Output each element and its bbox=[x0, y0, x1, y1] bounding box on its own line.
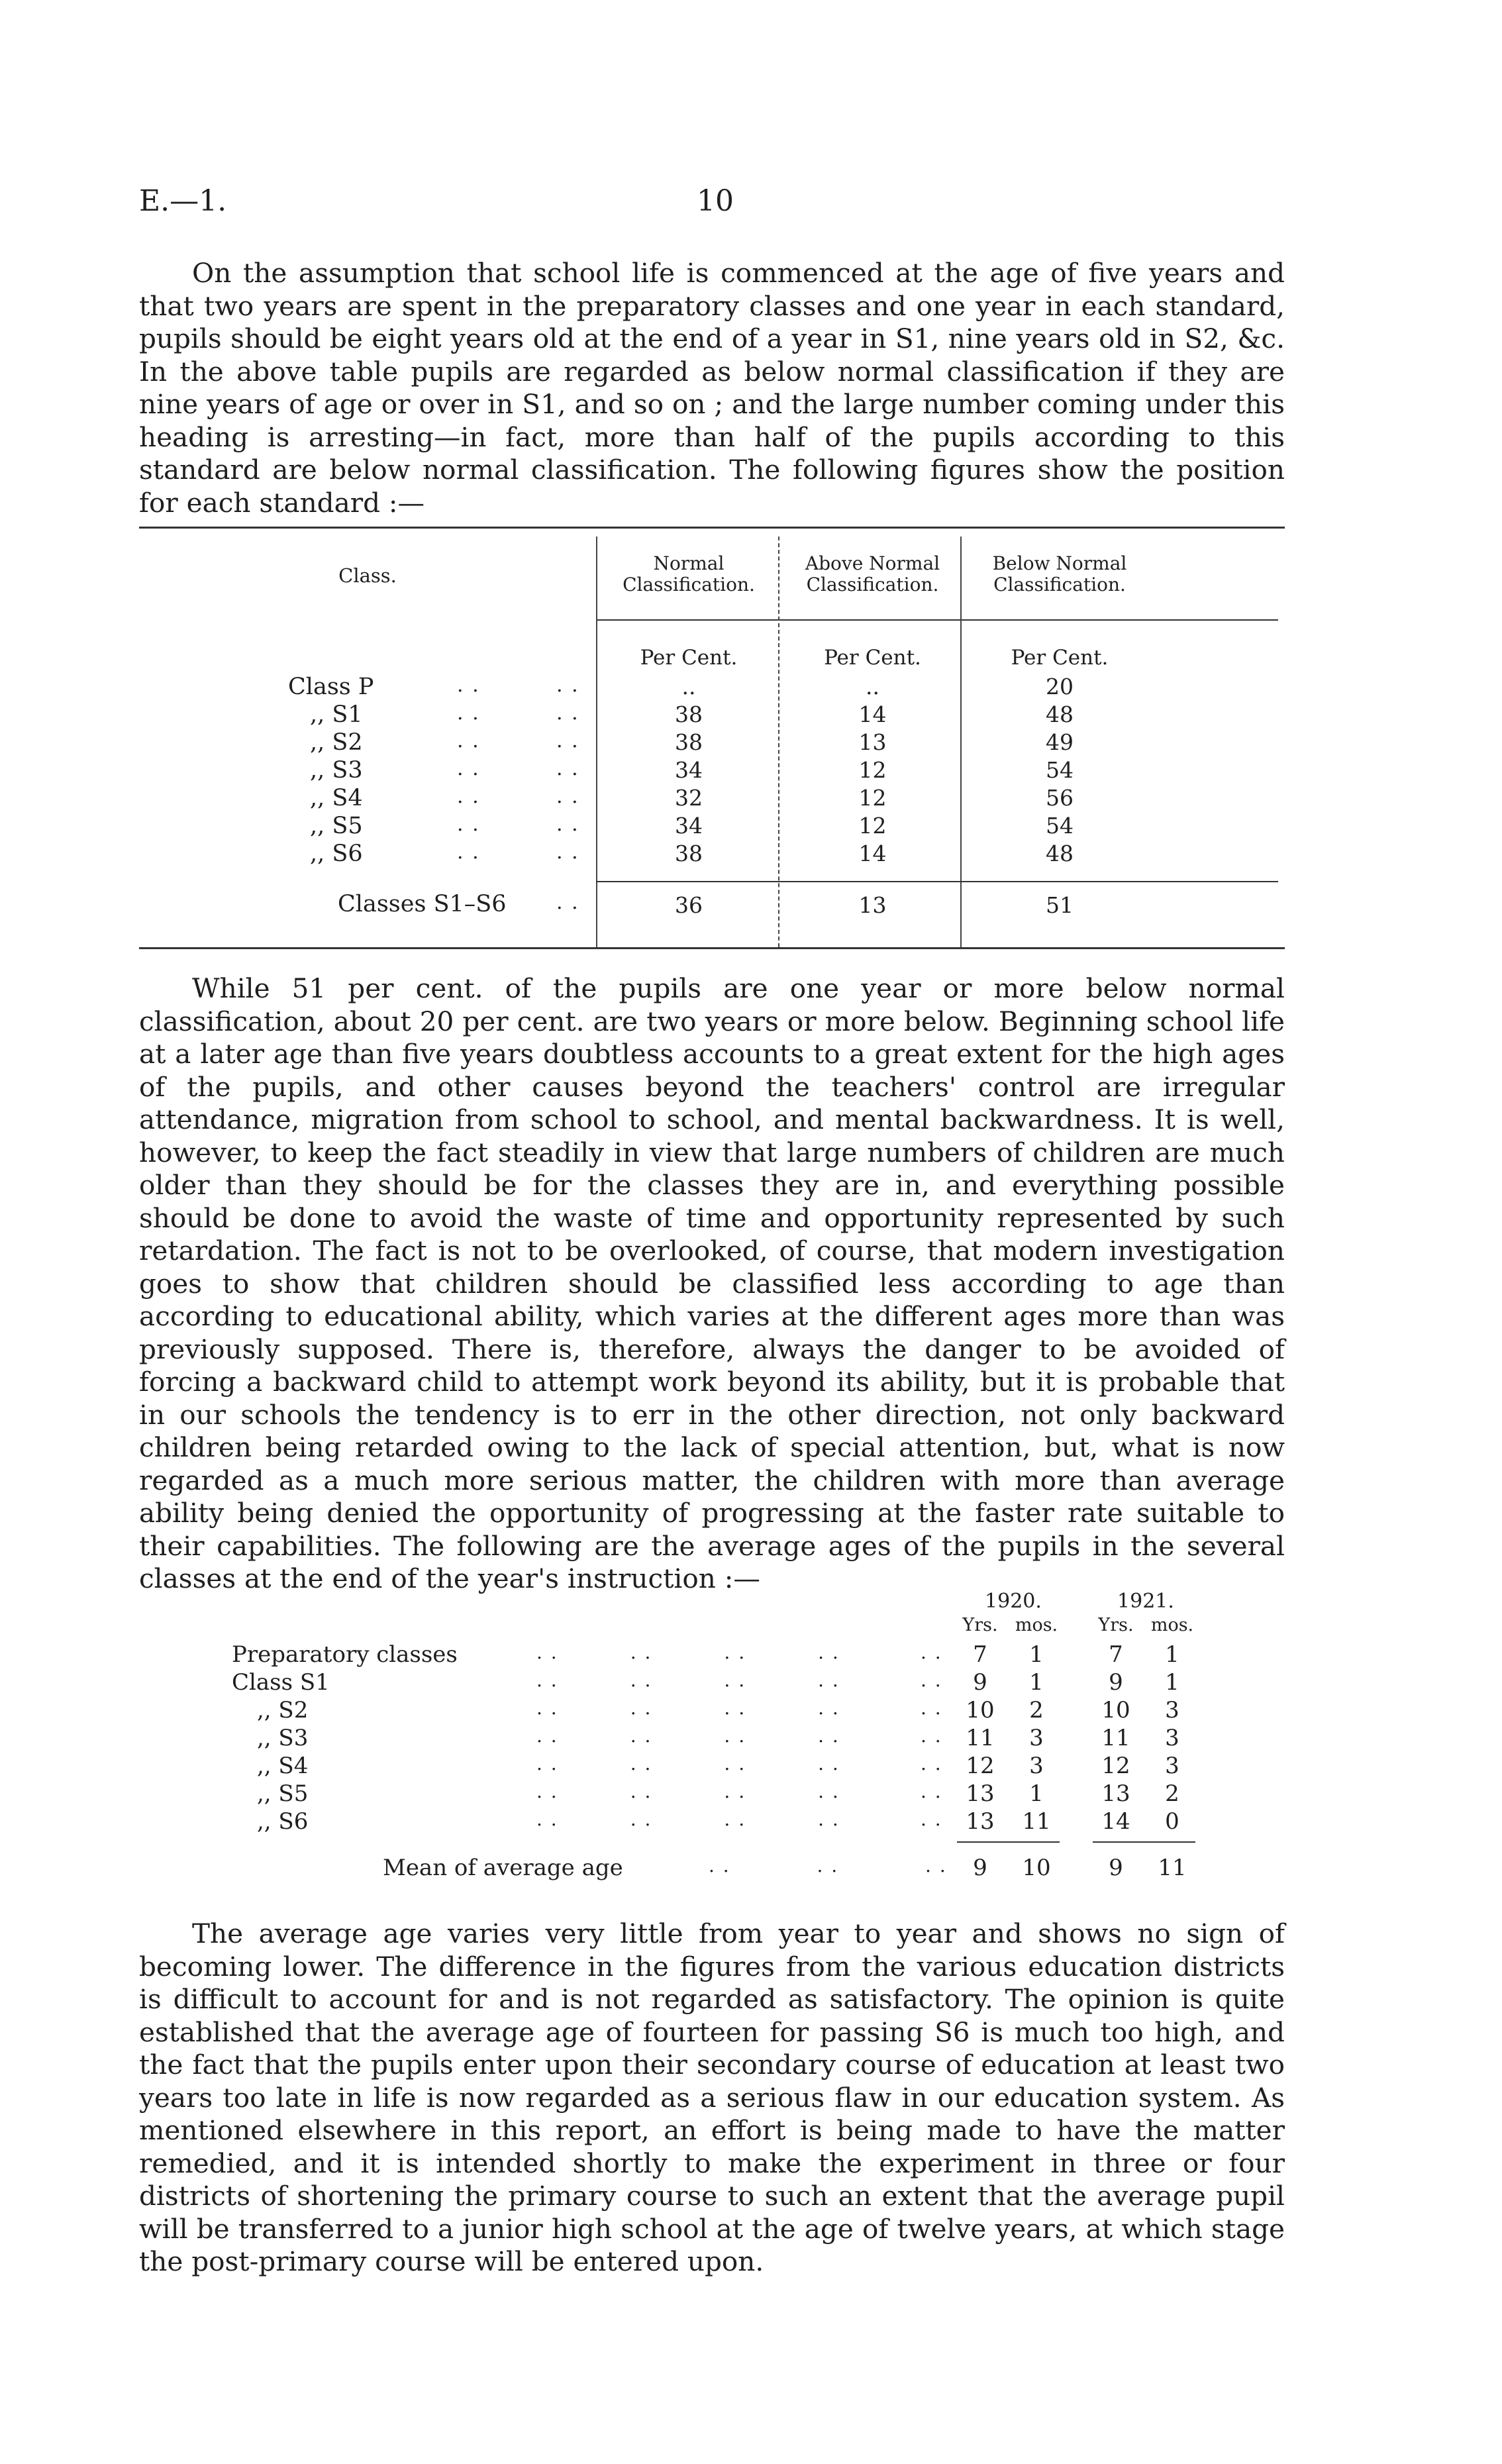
mean-mos-1921: 11 bbox=[1158, 1855, 1187, 1881]
mos-1921: 3 bbox=[1165, 1725, 1179, 1751]
class-row-label: Class P bbox=[288, 674, 374, 700]
table-top-rule bbox=[139, 527, 1285, 529]
row-leader: . . bbox=[921, 1753, 942, 1774]
row-leader: . . . . . . . . bbox=[536, 1697, 840, 1719]
age-row-label: Class S1 bbox=[232, 1669, 330, 1696]
class-row-label: ,, S4 bbox=[310, 785, 363, 811]
mean-rule-1921 bbox=[1093, 1841, 1195, 1843]
subhead-yrs-1920: Yrs. bbox=[962, 1615, 998, 1635]
row-leader: . . bbox=[457, 813, 480, 836]
cell-above: 12 bbox=[858, 785, 887, 811]
col-rule-3 bbox=[960, 537, 962, 947]
cell-normal: 38 bbox=[675, 841, 703, 866]
class-row-label: ,, S1 bbox=[310, 701, 363, 728]
total-below: 51 bbox=[1046, 892, 1074, 918]
yrs-1921: 12 bbox=[1101, 1753, 1130, 1779]
mos-1920: 3 bbox=[1029, 1725, 1044, 1751]
row-leader: . . bbox=[556, 701, 579, 725]
yrs-1920: 13 bbox=[966, 1808, 995, 1835]
yrs-1920: 7 bbox=[973, 1641, 987, 1668]
paragraph-assumption: On the assumption that school life is commenced at the age of five years and that two years are spent in the preparatory classes and one year in each standard, pupils should be eight years old at the end of a year in S1, nine years old in S2, &c. In the above table pupils are regarded as below normal classification if they are nine years of age or over in S1, and so on ; and the large number coming under this heading is arresting—in fact, more than half of the pupils according to this standard are below normal classification. The following figures show the position for each standard :— bbox=[139, 257, 1285, 519]
col-rule-1 bbox=[596, 537, 597, 947]
total-label: Classes S1–S6 bbox=[338, 891, 507, 917]
col-rule-2 bbox=[778, 537, 779, 947]
row-leader: . . bbox=[556, 729, 579, 752]
class-row-label: ,, S2 bbox=[310, 729, 363, 756]
age-row-label: ,, S2 bbox=[257, 1697, 309, 1723]
total-leader: . . bbox=[556, 891, 579, 914]
cell-below: 54 bbox=[1046, 757, 1074, 783]
cell-normal: 34 bbox=[675, 757, 703, 783]
average-ages-table bbox=[139, 1583, 1285, 1894]
mean-mos-1920: 10 bbox=[1022, 1855, 1051, 1881]
row-leader: . . bbox=[556, 785, 579, 808]
age-row-label: ,, S3 bbox=[257, 1725, 309, 1751]
row-leader: . . bbox=[457, 701, 480, 725]
class-row-label: ,, S6 bbox=[310, 841, 363, 867]
mos-1920: 3 bbox=[1029, 1753, 1044, 1779]
mos-1920: 1 bbox=[1029, 1669, 1044, 1696]
row-leader: . . . . . . . . bbox=[536, 1753, 840, 1774]
subhead-mos-1921: mos. bbox=[1150, 1615, 1194, 1635]
cell-above: 14 bbox=[858, 841, 887, 866]
row-leader: . . . . . . . . bbox=[536, 1641, 840, 1663]
mean-leader: . . . . . . bbox=[709, 1855, 947, 1876]
yrs-1920: 12 bbox=[966, 1753, 995, 1779]
cell-above: 12 bbox=[858, 813, 887, 839]
cell-below: 54 bbox=[1046, 813, 1074, 839]
row-leader: . . bbox=[457, 729, 480, 752]
cell-above: 13 bbox=[858, 729, 887, 755]
row-leader: . . bbox=[921, 1641, 942, 1663]
row-leader: . . . . . . . . bbox=[536, 1669, 840, 1691]
cell-normal: 38 bbox=[675, 729, 703, 755]
mos-1921: 3 bbox=[1165, 1753, 1179, 1779]
unit-below: Per Cent. bbox=[1011, 646, 1109, 670]
row-leader: . . bbox=[556, 674, 579, 697]
cell-below: 20 bbox=[1046, 674, 1074, 699]
mos-1921: 3 bbox=[1165, 1697, 1179, 1723]
row-leader: . . . . . . . . bbox=[536, 1808, 840, 1830]
age-row-label: Preparatory classes bbox=[232, 1641, 458, 1668]
header-class: Class. bbox=[338, 564, 397, 587]
mos-1921: 0 bbox=[1165, 1808, 1179, 1835]
row-leader: . . bbox=[921, 1780, 942, 1802]
yrs-1920: 10 bbox=[966, 1697, 995, 1723]
row-leader: . . bbox=[457, 785, 480, 808]
class-row-label: ,, S3 bbox=[310, 757, 363, 784]
row-leader: . . bbox=[457, 757, 480, 780]
mean-yrs-1921: 9 bbox=[1109, 1855, 1123, 1881]
row-leader: . . bbox=[457, 674, 480, 697]
report-reference: E.—1. bbox=[139, 184, 227, 218]
total-normal: 36 bbox=[675, 892, 703, 918]
table-bottom-rule bbox=[139, 947, 1285, 949]
cell-above: 14 bbox=[858, 701, 887, 727]
age-row-label: ,, S4 bbox=[257, 1753, 309, 1779]
page-number: 10 bbox=[697, 184, 734, 218]
row-leader: . . bbox=[921, 1697, 942, 1719]
cell-below: 56 bbox=[1046, 785, 1074, 811]
cell-normal: .. bbox=[681, 674, 696, 699]
row-leader: . . . . . . . . bbox=[536, 1780, 840, 1802]
yrs-1921: 13 bbox=[1101, 1780, 1130, 1807]
cell-above: .. bbox=[866, 674, 879, 699]
row-leader: . . bbox=[556, 757, 579, 780]
row-leader: . . bbox=[921, 1808, 942, 1830]
mos-1921: 1 bbox=[1165, 1669, 1179, 1696]
mos-1920: 11 bbox=[1022, 1808, 1051, 1835]
cell-above: 12 bbox=[858, 757, 887, 783]
mean-label: Mean of average age bbox=[383, 1855, 623, 1881]
age-row-label: ,, S6 bbox=[257, 1808, 309, 1835]
paragraph-retardation: While 51 per cent. of the pupils are one year or more below normal classification, about 20 per cent. are two years or more below. Beginning school life at a later age than five years doubtless accounts to a great extent for the high ages of the pupils, and other causes beyond the teachers' control are irregular attendance, migration from school to school, and mental backwardness. It is well, however, to keep the fact steadily in view that large numbers of children are much older than they should be for the classes they are in, and everything possible should be done to avoid the waste of time and opportunity represented by such retardation. The fact is not to be overlooked, of course, that modern investigation goes to show that children should be classified less according to age than according to educational ability, which varies at the different ages more than was previously supposed. There is, therefore, always the danger to be avoided of forcing a backward child to attempt work beyond its ability, but it is probable that in our schools the tendency is to err in the other direction, not only backward children being retarded owing to the lack of special attention, but, what is now regarded as a much more serious matter, the children with more than average ability being denied the opportunity of progressing at the faster rate suitable to their capabilities. The following are the average ages of the pupils in the several classes at the end of the year's instruction :— bbox=[139, 972, 1285, 1594]
mos-1921: 2 bbox=[1165, 1780, 1179, 1807]
class-row-label: ,, S5 bbox=[310, 813, 363, 839]
row-leader: . . bbox=[457, 841, 480, 864]
row-leader: . . bbox=[556, 841, 579, 864]
year-1920: 1920. bbox=[985, 1590, 1042, 1613]
age-row-label: ,, S5 bbox=[257, 1780, 309, 1807]
total-rule bbox=[596, 881, 1278, 882]
header-below: Below Normal Classification. bbox=[992, 552, 1127, 595]
cell-normal: 32 bbox=[675, 785, 703, 811]
cell-below: 49 bbox=[1046, 729, 1074, 755]
paragraph-average-age: The average age varies very little from year to year and shows no sign of becoming lower. The difference in the figures from the various education districts is difficult to account for and is not regarded as satisfactory. The opinion is quite established that the average age of fourteen for passing S6 is much too high, and the fact that the pupils enter upon their secondary course of education at least two years too late in life is now regarded as a serious flaw in our education system. As mentioned elsewhere in this report, an effort is being made to have the matter remedied, and it is intended shortly to make the experiment in three or four districts of shortening the primary course to such an extent that the average pupil will be transferred to a junior high school at the age of twelve years, at which stage the post-primary course will be entered upon. bbox=[139, 1918, 1285, 2277]
yrs-1920: 9 bbox=[973, 1669, 987, 1696]
yrs-1921: 10 bbox=[1101, 1697, 1130, 1723]
yrs-1921: 9 bbox=[1109, 1669, 1123, 1696]
yrs-1920: 11 bbox=[966, 1725, 995, 1751]
classification-table bbox=[139, 527, 1285, 950]
header-normal: Normal Classification. bbox=[623, 552, 755, 595]
cell-normal: 38 bbox=[675, 701, 703, 727]
subhead-mos-1920: mos. bbox=[1015, 1615, 1058, 1635]
mean-yrs-1920: 9 bbox=[973, 1855, 987, 1881]
header-above: Above Normal Classification. bbox=[805, 552, 940, 595]
mos-1920: 2 bbox=[1029, 1697, 1044, 1723]
cell-normal: 34 bbox=[675, 813, 703, 839]
yrs-1920: 13 bbox=[966, 1780, 995, 1807]
total-above: 13 bbox=[858, 892, 887, 918]
mos-1921: 1 bbox=[1165, 1641, 1179, 1668]
yrs-1921: 14 bbox=[1101, 1808, 1130, 1835]
cell-below: 48 bbox=[1046, 841, 1074, 866]
yrs-1921: 11 bbox=[1101, 1725, 1130, 1751]
mean-rule-1920 bbox=[957, 1841, 1060, 1843]
row-leader: . . bbox=[921, 1669, 942, 1691]
unit-above: Per Cent. bbox=[824, 646, 921, 670]
row-leader: . . . . . . . . bbox=[536, 1725, 840, 1747]
yrs-1921: 7 bbox=[1109, 1641, 1123, 1668]
mos-1920: 1 bbox=[1029, 1641, 1044, 1668]
year-1921: 1921. bbox=[1117, 1590, 1174, 1613]
subhead-yrs-1921: Yrs. bbox=[1098, 1615, 1134, 1635]
cell-below: 48 bbox=[1046, 701, 1074, 727]
row-leader: . . bbox=[921, 1725, 942, 1747]
unit-normal: Per Cent. bbox=[640, 646, 738, 670]
header-rule bbox=[596, 619, 1278, 621]
row-leader: . . bbox=[556, 813, 579, 836]
mos-1920: 1 bbox=[1029, 1780, 1044, 1807]
